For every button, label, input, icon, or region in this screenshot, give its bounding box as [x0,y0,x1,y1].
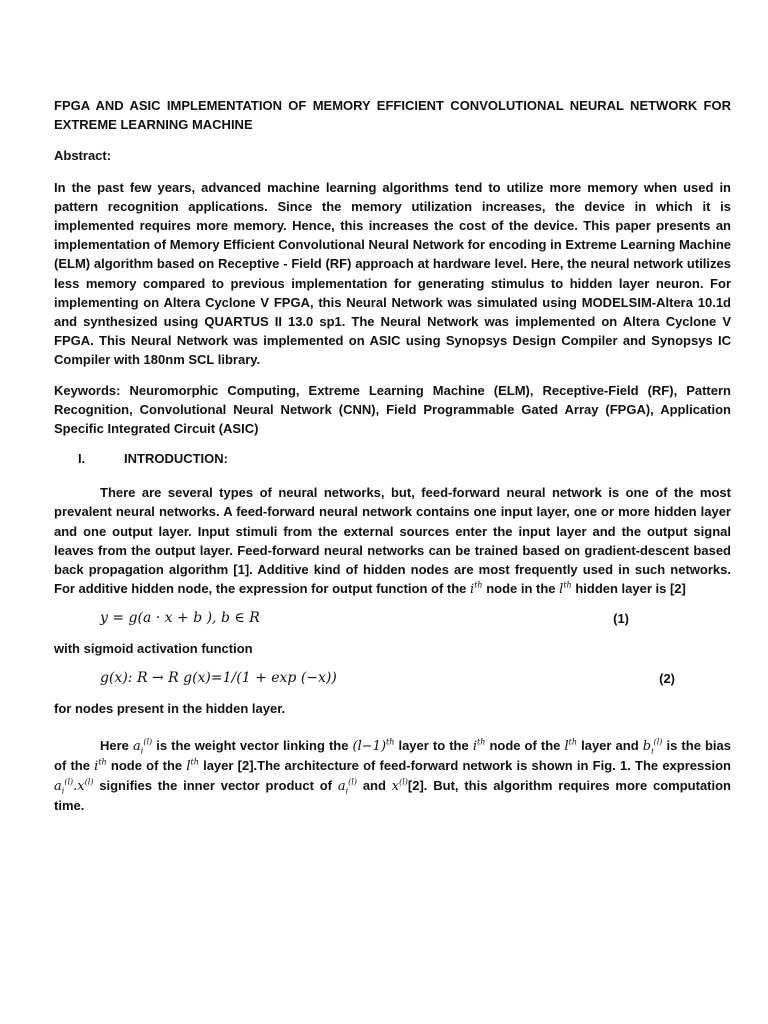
paper-page [54,96,731,816]
abstract-text: In the past few years, advanced machine learning algorithms tend to utilize more memory when used in pattern recognition applications. Since the memory utilization increases, the device in which it is implemented requires more memory. Hence, this increases the cost of the device. This paper presents an implementation of Memory Efficient Convolutional Neural Network for encoding in Extreme Learning Machine (ELM) algorithm based on Receptive - Field (RF) approach at hardware level. Here, the neural network utilizes less memory compared to previous implementation for generating stimulus to hidden layer neuron. For implementing on Altera Cyclone V FPGA, this Neural Network was simulated using MODELSIM-Altera 10.1d and synthesized using QUARTUS II 13.0 sp1. The Neural Network was implemented on Altera Cyclone V FPGA. This Neural Network was implemented on ASIC using Synopsys Design Compiler and Synopsys IC Compiler with 180nm SCL library. [54,179,731,368]
intro-l-symbol: $l^{th}$ [559,580,572,598]
x-symbol: $x^{(l)}$ [391,777,408,795]
p2-text-4: layer and [581,737,639,753]
equation-1-row [54,599,731,639]
intro-mid-text: node in the [486,581,556,597]
intro-i-symbol: $i^{th}$ [470,580,483,598]
inner-product-symbol: $a_i^{(l)}.x^{(l)}$ [54,777,94,796]
p2-here: Here [100,737,129,753]
p2-text-10: [2]. But, this algorithm requires more computation time. [54,778,731,814]
paper-title: FPGA AND ASIC IMPLEMENTATION OF MEMORY EFFICIENT CONVOLUTIONAL NEURAL NETWORK FOR EXTREME LEARNING MACHINE [54,98,731,133]
section-label: INTRODUCTION: [124,451,228,467]
p2-text-2: layer to the [398,737,469,753]
l-th-symbol-2: $l^{th}$ [186,757,199,775]
equation-1: y = g(a · x + b ), b ∈ R [100,610,260,627]
a-symbol-2: $a_i^{(l)}$ [337,777,357,796]
p2-text-6: node of the [110,758,183,774]
hidden-layer-label: for nodes present in the hidden layer. [54,700,286,716]
l-th-symbol: $l^{th}$ [564,737,578,754]
p2-text-8: signifies the inner vector product of [99,778,333,794]
a-vector-symbol: $a_i^{(l)}$ [133,737,153,756]
equation-1-number: (1) [613,611,629,627]
l-minus-1-symbol: $(l-1)^{th}$ [352,737,395,754]
sigmoid-label: with sigmoid activation function [54,641,253,657]
intro-text: There are several types of neural networks, but, feed-forward neural network is one of the most prevalent neural networks. A feed-forward neural network contains one input layer, one or more hidden layer and one output layer. Input stimuli from the external sources enter the input layer and the output signal leaves from the output layer. Feed-forward neural networks can be trained based on gradient-descent based back propagation algorithm [1]. Additive kind of hidden nodes are most frequently used in such networks. For additive hidden node, the expression for output function of the [54,485,731,597]
i-th-symbol-2: $i^{th}$ [94,757,107,775]
section-heading-introduction [54,449,731,468]
p2-text-9: and [362,778,386,794]
p2-text-7: layer [2].The architecture of feed-forward network is shown in Fig. 1. The expression [203,758,731,774]
p2-text-5: is the bias of the [54,737,732,774]
section-number: I. [78,451,86,467]
intro-paragraph [54,483,731,599]
equation-2-number: (2) [659,670,675,686]
b-bias-symbol: $b_i^{(l)}$ [642,737,663,756]
p2-text-3: node of the [489,737,561,753]
keywords-text: Keywords: Neuromorphic Computing, Extreme Learning Machine (ELM), Receptive-Field (RF), Pattern Recognition, Convolutional Neural Network (CNN), Field Programmable Gated Array (FPGA), Application Specific Integrated Circuit (ASIC) [54,382,731,437]
intro-end-text: hidden layer is [2] [575,581,686,597]
p2-text-1: is the weight vector linking the [156,737,349,753]
i-th-symbol: $i^{th}$ [472,737,486,754]
equation-2-row [54,659,731,699]
abstract-heading: Abstract: [54,148,112,164]
equation-2: g(x): R → R g(x)=1/(1 + exp (−x)) [100,669,337,686]
weight-vector-paragraph [54,736,731,816]
